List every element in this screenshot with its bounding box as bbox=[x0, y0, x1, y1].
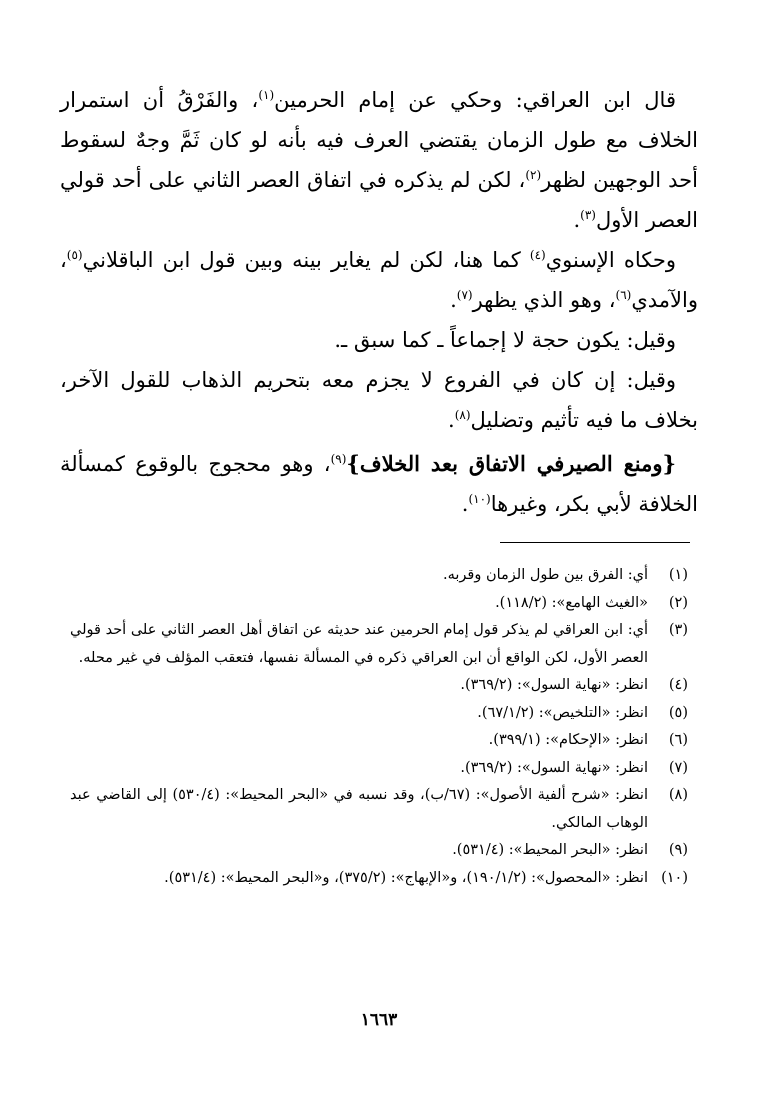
footnote-number: (٧) bbox=[668, 759, 688, 776]
footnote-ref[interactable]: (٤) bbox=[529, 248, 546, 262]
footnote bbox=[70, 700, 688, 728]
paragraph-2: وحكاه الإسنوي$^{(٤)}$ كما هنا، لكن لم يغاير بينه وبين قول ابن الباقلاني$^{(٥)}$، والآمدي$^{(٦)}$، وهو الذي يظهر$^{(٧)}$. bbox=[60, 248, 698, 312]
footnote-number: (٥) bbox=[668, 704, 688, 721]
footnote-ref[interactable]: (٨) bbox=[454, 408, 471, 422]
paragraph-4: وقيل: إن كان في الفروع لا يجزم معه بتحريم الذهاب للقول الآخر، بخلاف ما فيه تأثيم وتضليل$^{(٨)}$. bbox=[60, 368, 698, 432]
footnote bbox=[70, 617, 688, 672]
footnote-ref[interactable]: (٩) bbox=[330, 452, 347, 466]
main-text bbox=[60, 80, 698, 524]
footnote-number: (٣) bbox=[668, 622, 688, 638]
footnote-divider bbox=[500, 542, 690, 543]
paragraph-3: وقيل: يكون حجة لا إجماعاً ـ كما سبق ـ. bbox=[334, 328, 676, 352]
footnote-number: (٩) bbox=[668, 842, 688, 858]
footnote-ref[interactable]: (١) bbox=[258, 88, 275, 102]
footnote-ref[interactable]: (٣) bbox=[580, 208, 596, 222]
bold-quote: {ومنع الصيرفي الاتفاق بعد الخلاف} bbox=[346, 451, 676, 476]
footnote-number: (٦) bbox=[668, 732, 688, 748]
footnote bbox=[70, 727, 688, 755]
paragraph-1: قال ابن العراقي: وحكي عن إمام الحرمين$^{(١)}$، والفَرْقُ أن استمرار الخلاف مع طول الزمان يقتضي العرف فيه بأنه لو كان ثَمَّ وجهٌ لسقوط أحد الوجهين لظهر$^{(٢)}$، لكن لم يذكره في اتفاق العصر الثاني على أحد قولي العصر الأول$^{(٣)}$. bbox=[60, 88, 698, 232]
footnote bbox=[70, 782, 688, 837]
footnote-text: انظر: «نهاية السول»: (٣٦٩/٢). bbox=[460, 759, 648, 776]
footnote bbox=[70, 755, 688, 783]
footnotes bbox=[70, 562, 688, 892]
footnote-number: (١) bbox=[668, 567, 688, 583]
footnote-number: (٤) bbox=[668, 677, 688, 693]
footnote-number: (٨) bbox=[668, 787, 688, 803]
footnote-number: (١٠) bbox=[661, 869, 688, 886]
footnote-ref[interactable]: (٦) bbox=[615, 288, 632, 302]
footnote bbox=[70, 865, 688, 893]
footnote-text: انظر: «التلخيص»: (٦٧/١/٢). bbox=[477, 704, 648, 721]
footnote-text: أي: الفرق بين طول الزمان وقربه. bbox=[443, 567, 648, 583]
footnote-text: انظر: «البحر المحيط»: (٥٣١/٤). bbox=[452, 842, 648, 858]
footnote-text: انظر: «نهاية السول»: (٣٦٩/٢). bbox=[460, 677, 648, 693]
footnote bbox=[70, 837, 688, 865]
footnote-ref[interactable]: (٧) bbox=[456, 288, 473, 302]
footnote-ref[interactable]: (١٠) bbox=[468, 492, 491, 506]
footnote-text: انظر: «شرح ألفية الأصول»: (٦٧/ب)، وقد نسبه في «البحر المحيط»: (٥٣٠/٤) إلى القاضي عبد الوهاب المالكي. bbox=[70, 787, 648, 831]
footnote bbox=[70, 672, 688, 700]
footnote-number: (٢) bbox=[668, 594, 688, 611]
page-number: ١٦٦٣ bbox=[360, 1010, 398, 1030]
footnote bbox=[70, 562, 688, 590]
paragraph-5: {ومنع الصيرفي الاتفاق بعد الخلاف}$^{(٩)}$، وهو محجوج بالوقوع كمسألة الخلافة لأبي بكر، وغيرها$^{(١٠)}$. bbox=[60, 451, 698, 516]
footnote-text: انظر: «الإحكام»: (٣٩٩/١). bbox=[488, 732, 648, 748]
footnote-text: «الغيث الهامع»: (١١٨/٢). bbox=[495, 594, 648, 611]
footnote-text: أي: ابن العراقي لم يذكر قول إمام الحرمين عند حديثه عن اتفاق أهل العصر الثاني على أحد قولي العصر الأول، لكن الواقع أن ابن العراقي ذكره في المسألة نفسها، فتعقب المؤلف في غير محله. bbox=[70, 622, 648, 666]
footnote-text: انظر: «المحصول»: (١٩٠/١/٢)، و«الإبهاج»: (٣٧٥/٢)، و«البحر المحيط»: (٥٣١/٤). bbox=[164, 869, 648, 886]
footnote-ref[interactable]: (٢) bbox=[525, 168, 542, 182]
footnote-ref[interactable]: (٥) bbox=[66, 248, 83, 262]
footnote bbox=[70, 590, 688, 618]
